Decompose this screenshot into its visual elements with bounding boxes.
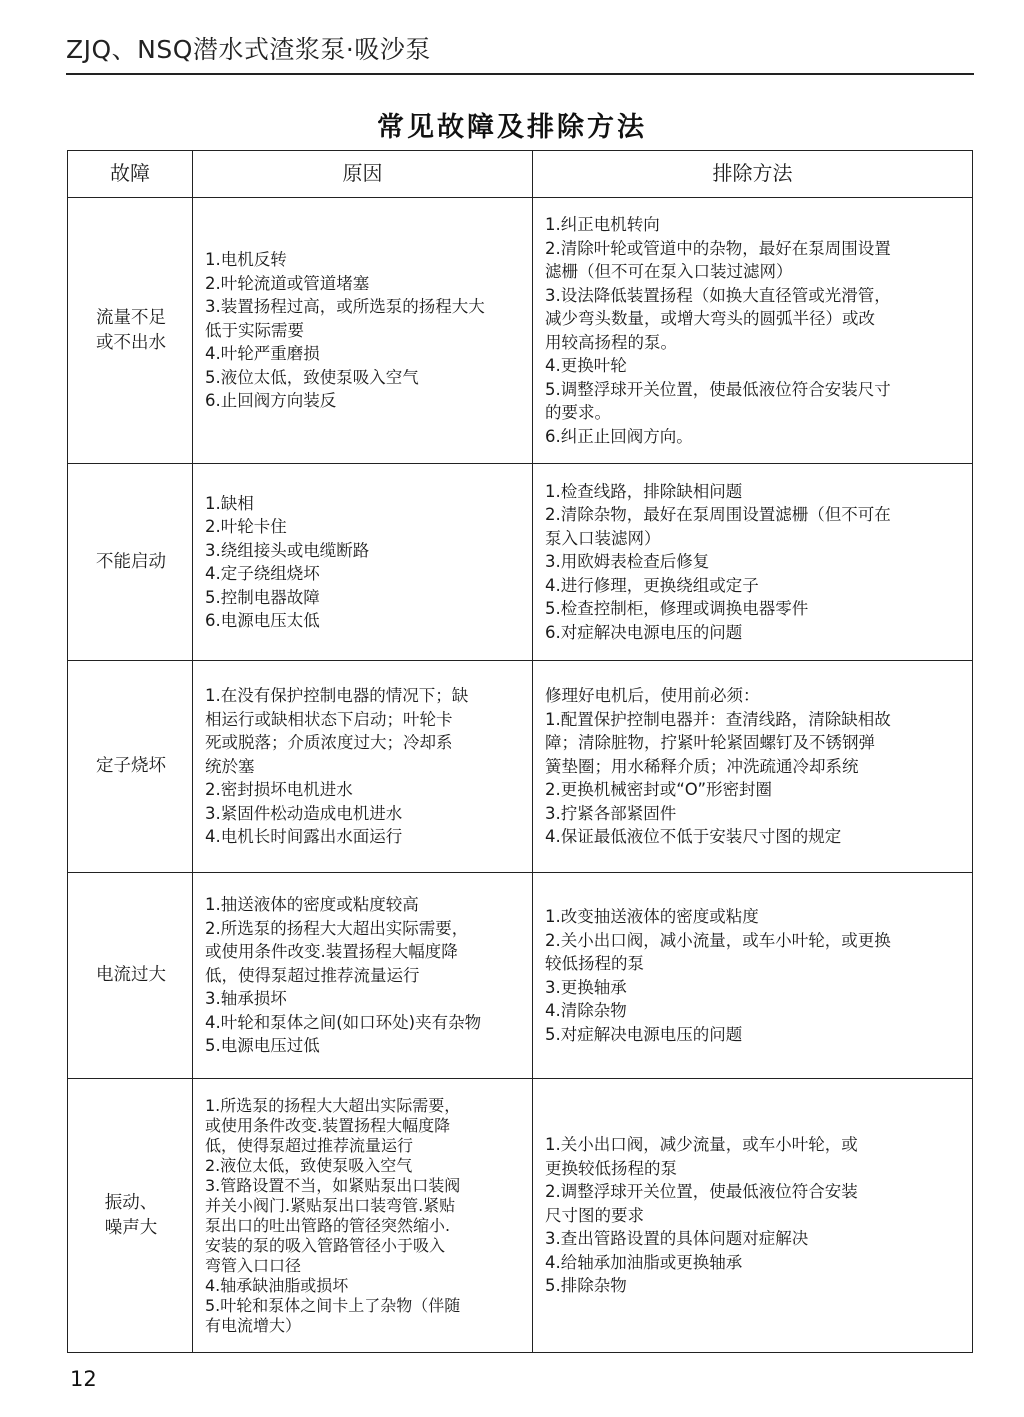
remedy-cell bbox=[533, 464, 973, 661]
remedy-cell bbox=[533, 873, 973, 1079]
fault-cell bbox=[68, 661, 193, 873]
fault-text: 定子烧坏 bbox=[96, 756, 166, 776]
table-row bbox=[68, 198, 973, 464]
cause-cell bbox=[193, 464, 533, 661]
running-head: ZJQ、NSQ潜水式渣浆泵·吸沙泵 bbox=[66, 35, 431, 64]
column-header-remedy: 排除方法 bbox=[533, 151, 973, 198]
remedy-cell bbox=[533, 198, 973, 464]
fault-text: 振动、 噪声大 bbox=[104, 1192, 158, 1238]
table-row bbox=[68, 661, 973, 873]
remedy-cell bbox=[533, 661, 973, 873]
remedy-text: 1.纠正电机转向 2.清除叶轮或管道中的杂物，最好在泵周围设置 滤栅（但不可在泵入口装过滤网） 3.设法降低装置扬程（如换大直径管或光滑管， 减少弯头数量，或增大弯头的圆弧半径）或改 用较高扬程的泵。 4.更换叶轮 5.调整浮球开关位置，使最低液位符合安装尺寸 的要求。 6.纠正止回阀方向。 bbox=[545, 215, 891, 446]
cause-cell bbox=[193, 1079, 533, 1353]
fault-text: 流量不足 或不出水 bbox=[96, 307, 166, 353]
remedy-text: 1.改变抽送液体的密度或粘度 2.关小出口阀，减小流量，或车小叶轮，或更换 较低扬程的泵 3.更换轴承 4.清除杂物 5.对症解决电源电压的问题 bbox=[545, 907, 891, 1044]
remedy-text: 1.关小出口阀，减少流量，或车小叶轮，或 更换较低扬程的泵 2.调整浮球开关位置，使最低液位符合安装 尺寸图的要求 3.查出管路设置的具体问题对症解决 4.给轴承加油脂或更换轴承 5.排除杂物 bbox=[545, 1135, 858, 1296]
header-rule bbox=[66, 73, 974, 75]
page-title: 常见故障及排除方法 bbox=[377, 112, 647, 143]
column-header-cause: 原因 bbox=[193, 151, 533, 198]
remedy-text: 1.检查线路，排除缺相问题 2.清除杂物，最好在泵周围设置滤栅（但不可在 泵入口装滤网） 3.用欧姆表检查后修复 4.进行修理，更换绕组或定子 5.检查控制柜，修理或调换电器零件 6.对症解决电源电压的问题 bbox=[545, 481, 891, 642]
cause-text: 1.所选泵的扬程大大超出实际需要， 或使用条件改变.装置扬程大幅度降 低，使得泵超过推荐流量运行 2.液位太低，致使泵吸入空气 3.管路设置不当，如紧贴泵出口装阀 并关小阀门.紧贴泵出口装弯管.紧贴 泵出口的吐出管路的管径突然缩小. 安装的泵的吸入管路管径小于吸入 弯管入口口径 4.轴承缺油脂或损坏 5.叶轮和泵体之间卡上了杂物（伴随 有电流增大） bbox=[205, 1095, 461, 1335]
cause-cell bbox=[193, 873, 533, 1079]
cause-cell bbox=[193, 198, 533, 464]
cause-text: 1.电机反转 2.叶轮流道或管道堵塞 3.装置扬程过高，或所选泵的扬程大大 低于实际需要 4.叶轮严重磨损 5.液位太低，致使泵吸入空气 6.止回阀方向装反 bbox=[205, 250, 485, 411]
fault-table bbox=[67, 150, 973, 1353]
page-number: 12 bbox=[70, 1367, 97, 1391]
remedy-text: 修理好电机后，使用前必须： 1.配置保护控制电器并：查清线路，清除缺相故 障；清除脏物，拧紧叶轮紧固螺钉及不锈钢弹 簧垫圈；用水稀释介质；冲洗疏通冷却系统 2.更换机械密封或“O”形密封圈 3.拧紧各部紧固件 4.保证最低液位不低于安装尺寸图的规定 bbox=[545, 686, 891, 847]
cause-text: 1.缺相 2.叶轮卡住 3.绕组接头或电缆断路 4.定子绕组烧坏 5.控制电器故障 6.电源电压太低 bbox=[205, 493, 370, 630]
fault-cell bbox=[68, 873, 193, 1079]
column-header-fault: 故障 bbox=[68, 151, 193, 198]
cause-text: 1.在没有保护控制电器的情况下；缺 相运行或缺相状态下启动；叶轮卡 死或脱落；介质浓度过大；冷却系 统於塞 2.密封损坏电机进水 3.紧固件松动造成电机进水 4.电机长时间露出水面运行 bbox=[205, 686, 469, 847]
cause-text: 1.抽送液体的密度或粘度较高 2.所选泵的扬程大大超出实际需要， 或使用条件改变.装置扬程大幅度降 低，使得泵超过推荐流量运行 3.轴承损坏 4.叶轮和泵体之间(如口环处)夹有杂物 5.电源电压过低 bbox=[205, 895, 482, 1056]
fault-cell bbox=[68, 464, 193, 661]
table-row bbox=[68, 873, 973, 1079]
table-header-row bbox=[68, 151, 973, 198]
fault-text: 不能启动 bbox=[96, 551, 166, 572]
fault-text: 电流过大 bbox=[96, 965, 166, 985]
table-row bbox=[68, 464, 973, 661]
table-row bbox=[68, 1079, 973, 1353]
fault-cell bbox=[68, 198, 193, 464]
fault-cell bbox=[68, 1079, 193, 1353]
remedy-cell bbox=[533, 1079, 973, 1353]
cause-cell bbox=[193, 661, 533, 873]
